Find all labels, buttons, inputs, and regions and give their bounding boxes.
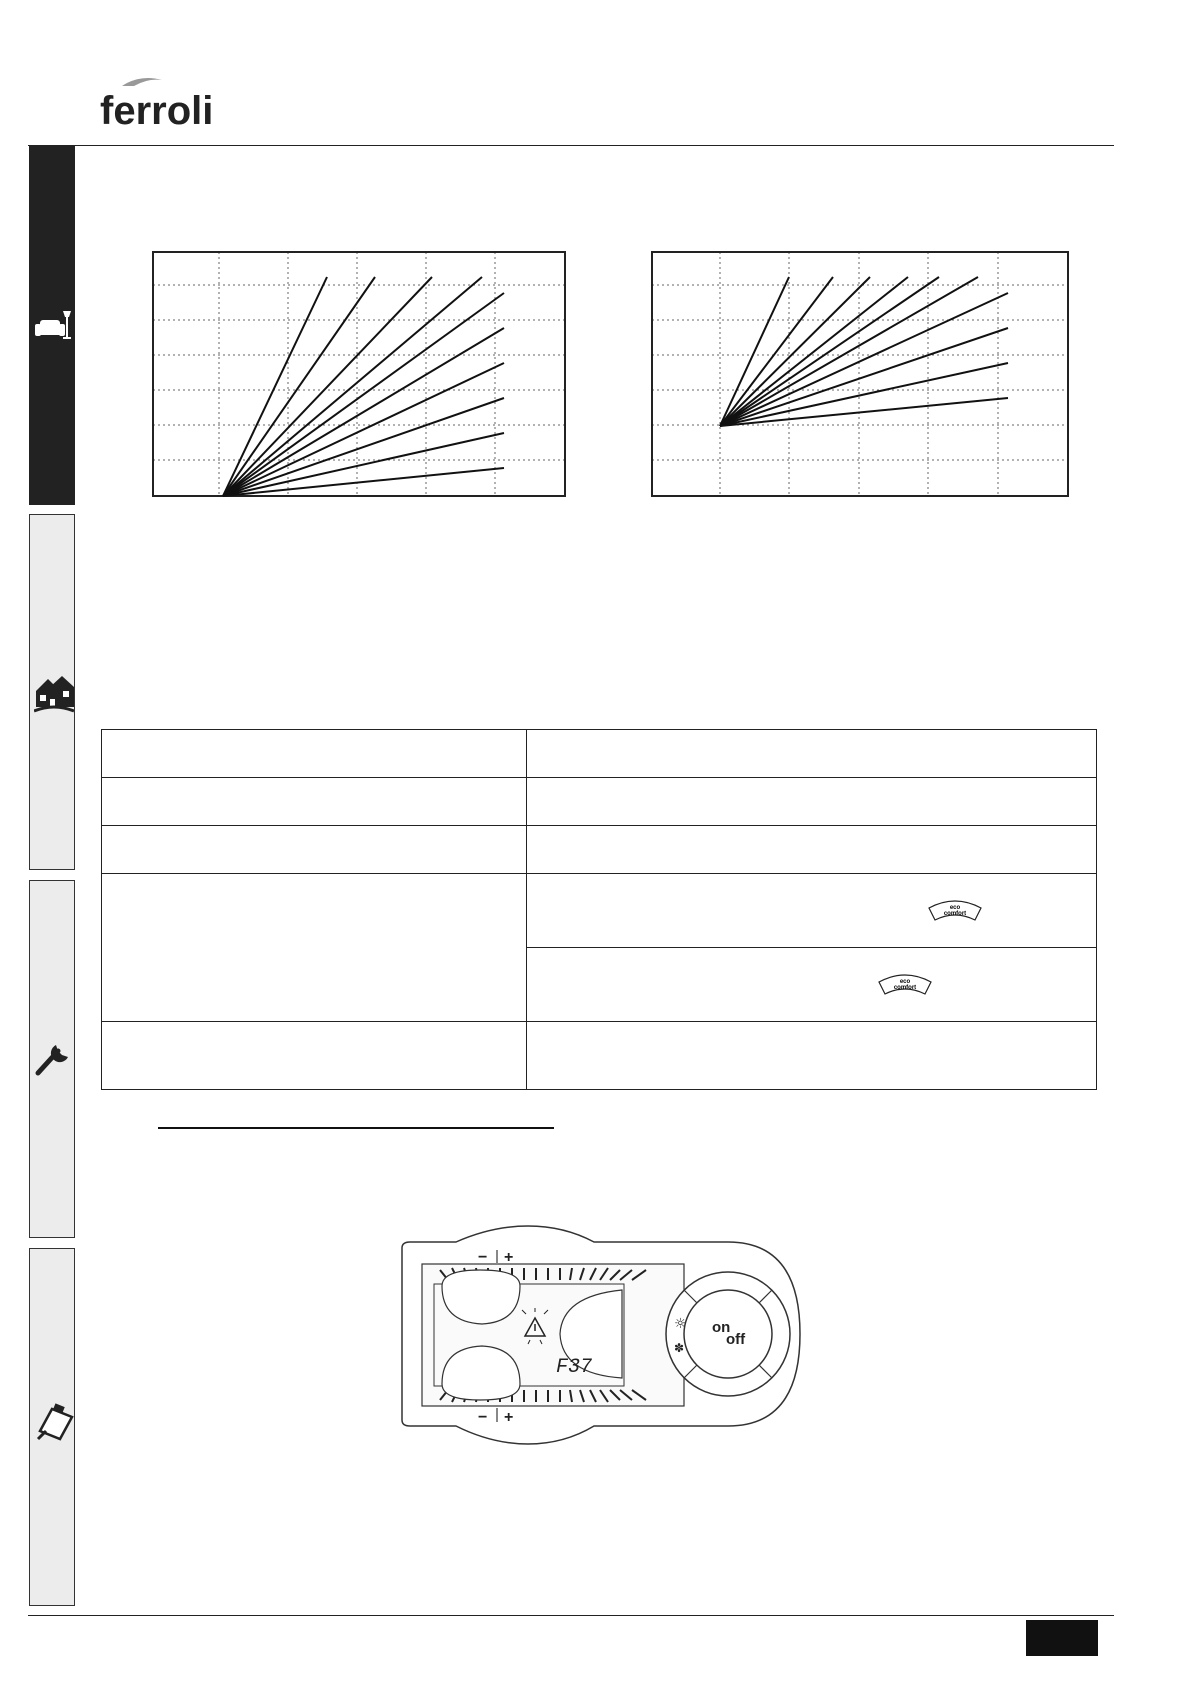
- table-row: [102, 1022, 1097, 1090]
- eco-comfort-button-icon: [927, 898, 983, 922]
- error-code: F37: [556, 1356, 593, 1379]
- eco-label: eco: [899, 979, 911, 985]
- table-cell: [527, 1022, 1097, 1090]
- wrench-icon: [34, 1037, 74, 1077]
- heating-curves-chart-right: [650, 250, 1070, 498]
- eco-label: eco: [949, 905, 961, 911]
- curve-line: [223, 277, 432, 496]
- curve-group: [223, 277, 504, 496]
- table-cell: [527, 826, 1097, 874]
- curve-line: [223, 293, 504, 496]
- boiler-control-panel: [396, 1224, 806, 1446]
- table-row: [102, 826, 1097, 874]
- table-cell: [102, 778, 527, 826]
- info-table: [101, 729, 1097, 1090]
- table-cell: [527, 730, 1097, 778]
- sidebar-tab-technical-data[interactable]: [29, 1248, 75, 1606]
- eco-comfort-button-icon: [877, 972, 933, 996]
- top-rule: [28, 145, 1114, 146]
- sidebar-tab-installer[interactable]: [29, 514, 75, 870]
- table-cell: [527, 778, 1097, 826]
- chart-frame: [153, 252, 565, 496]
- chart-frame: [652, 252, 1068, 496]
- curve-group: [720, 277, 1008, 426]
- dhw-plus-button[interactable]: +: [504, 1249, 514, 1266]
- page-number-box: [1026, 1620, 1098, 1656]
- heating-plus-button[interactable]: +: [504, 1409, 514, 1426]
- table-row: [102, 874, 1097, 948]
- section-heading-underline: [158, 1127, 554, 1129]
- curve-line: [720, 277, 833, 426]
- curve-line: [223, 363, 504, 496]
- table-row: [102, 730, 1097, 778]
- sun-icon[interactable]: ☼: [674, 1316, 687, 1332]
- heating-minus-button[interactable]: −: [478, 1409, 488, 1426]
- house-icon: [34, 673, 74, 713]
- table-cell: [102, 826, 527, 874]
- comfort-label: comfort: [893, 985, 917, 991]
- heating-curves-chart-left: [151, 250, 567, 498]
- chart-grid: [652, 252, 1068, 496]
- snowflake-icon[interactable]: ✽: [674, 1341, 685, 1355]
- comfort-label: comfort: [943, 911, 967, 917]
- table-cell: [102, 730, 527, 778]
- dhw-minus-button[interactable]: −: [478, 1249, 488, 1266]
- off-label[interactable]: off: [726, 1331, 746, 1348]
- table-cell: [527, 948, 1097, 1022]
- chart-grid: [153, 252, 565, 496]
- table-cell: [527, 874, 1097, 948]
- table-cell: [102, 1022, 527, 1090]
- curve-line: [720, 277, 939, 426]
- logo-text: ferroli: [100, 89, 214, 132]
- sidebar-tab-user[interactable]: [29, 145, 75, 505]
- table-cell: [102, 874, 527, 1022]
- ferroli-logo: [100, 74, 220, 132]
- armchair-lamp-icon: [34, 306, 74, 346]
- sidebar-tab-service[interactable]: [29, 880, 75, 1238]
- table-row: [102, 778, 1097, 826]
- on-label[interactable]: on: [712, 1319, 731, 1336]
- curve-line: [223, 277, 327, 496]
- clipboard-pencil-icon: [34, 1401, 74, 1441]
- curve-line: [720, 363, 1008, 426]
- bottom-rule: [28, 1615, 1114, 1616]
